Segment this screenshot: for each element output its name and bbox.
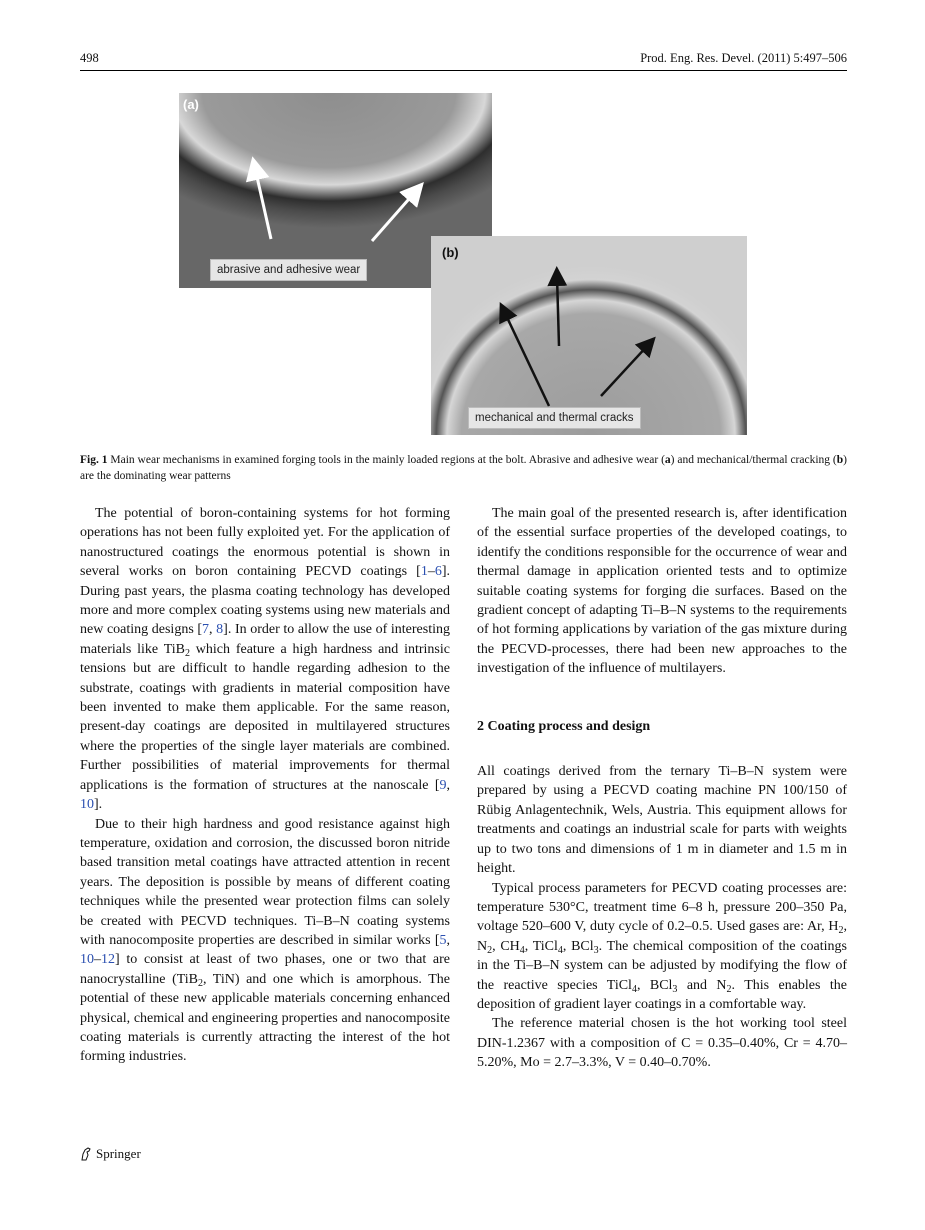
text: and N [677, 977, 727, 993]
arrow-left [255, 168, 271, 239]
figure-label: Fig. 1 [80, 454, 108, 466]
text: , [446, 777, 450, 793]
subscript: 4 [557, 944, 563, 956]
left-column [80, 504, 450, 1067]
text: The potential of boron-containing systems for hot forming operations has not been fully exploited yet. For the application of nanostructured coatings the enormous potential is shown in several works on boron containing PECVD coatings [ [80, 506, 450, 580]
arrow-right [601, 344, 649, 396]
arrow-middle [557, 276, 559, 346]
right-column [477, 504, 847, 1073]
arrow-left [504, 311, 549, 406]
citation-link[interactable]: 9 [439, 777, 447, 793]
subscript: 4 [519, 944, 525, 956]
panel-a-label: abrasive and adhesive wear [210, 259, 367, 281]
subscript: 2 [184, 647, 190, 659]
caption-text: ) are the dominating wear patterns [80, 454, 847, 482]
text: . This enables the deposition of gradient layer coatings in a comfortable way. [477, 977, 847, 1012]
text: ]. [94, 797, 103, 813]
text: , [446, 932, 450, 948]
caption-ref-b: b [836, 454, 844, 466]
citation-link[interactable]: 12 [101, 952, 115, 968]
citation-link[interactable]: 6 [434, 564, 442, 580]
journal-citation: Prod. Eng. Res. Devel. (2011) 5:497–506 [640, 51, 847, 65]
text: Due to their high hardness and good resistance against high temperature, oxidation and corrosion, the discussed boron nitride based transition metal coatings have attracted attention in recent years. The deposition is possible by means of different coating techniques while the presented wear protection films can solely be created with PECVD techniques. Ti–B–N coating systems with nanocomposite properties are described in similar works [ [80, 816, 450, 948]
subscript: 4 [631, 983, 637, 995]
panel-b-label: mechanical and thermal cracks [468, 407, 641, 429]
page-number: 498 [80, 51, 99, 65]
citation-link[interactable]: 10 [80, 952, 94, 968]
caption-ref-a: a [664, 454, 671, 466]
text: , TiN) and one which is amorphous. The potential of these new applicable materials concerning enhanced physical, chemical and engineering properties and nanocomposite coating materials is currently attracting the interest of the hot forming industries. [80, 971, 450, 1065]
section-heading: 2 Coating process and design [477, 718, 651, 734]
text: which feature a high hardness and intrinsic tensions but are difficult to handle regarding adhesion to the substrate, coatings with gradients in material composition have been invented to make them applicable. For the same reason, present-day coatings are deposited in multilayered structures where the properties of the single layer materials are combined. Further possibilities of material improvements for thermal applications is the formation of structures at the nanoscale [ [80, 641, 450, 793]
paragraph: The main goal of the presented research is, after identification of the essential surface properties of the developed coatings, to identify the conditions responsible for the occurrence of wear and thermal damage in application oriented tests and to optimize suitable coating systems for forging die surfaces. Based on the gradient concept of adapting Ti–B–N systems to the requirements of hot forming applications by variation of the gas mixture during the PECVD-processes, there had been new approaches to the investigation of the influence of multilayers. [477, 506, 847, 677]
citation-link[interactable]: 8 [216, 622, 224, 638]
text: , [209, 622, 217, 638]
paragraph: All coatings derived from the ternary Ti–B–N system were prepared by using a PECVD coating machine PN 100/150 of Rübig Anlagentechnik, Wels, Austria. This equipment allows for treatments and coatings an industrial scale for parts with weights up to two tons and dimensions of 1 m in diameter and 1.5 m in height. [477, 764, 847, 877]
text: , N [477, 919, 847, 954]
citation-link[interactable]: 1 [420, 564, 428, 580]
citation-link[interactable]: 5 [439, 932, 447, 948]
figure-caption [80, 452, 847, 484]
header-rule [80, 70, 847, 71]
subscript: 2 [726, 983, 732, 995]
text: . The chemical composition of the coatings in the Ti–B–N system can be adjusted by modifying the flow of the reactive species TiCl [477, 938, 847, 993]
page-footer [80, 1146, 141, 1162]
caption-text: ) and mechanical/thermal cracking ( [670, 454, 837, 466]
subscript: 3 [672, 983, 678, 995]
paragraph [80, 815, 450, 1067]
caption-text: Main wear mechanisms in examined forging tools in the mainly loaded regions at the bolt. Abrasive and adhesive wear ( [107, 454, 665, 466]
figure-1b-photo [431, 236, 747, 435]
text: ]. During past years, the plasma coating technology has developed more and more complex coating systems using new materials and new coating designs [ [80, 564, 450, 638]
springer-horse-icon [80, 1147, 92, 1161]
text: ] to consist at least of two phases, one or two that are nanocrystalline (TiB [80, 952, 450, 987]
text: – [427, 564, 435, 580]
text: , TiCl [524, 938, 558, 954]
text: , CH [492, 938, 520, 954]
subscript: 2 [487, 944, 493, 956]
subscript: 2 [198, 977, 204, 989]
text: – [94, 952, 101, 968]
publisher-name: Springer [96, 1146, 141, 1161]
arrow-right [372, 191, 416, 241]
paragraph [80, 504, 450, 815]
subscript: 2 [838, 925, 844, 937]
text: , BCl [562, 938, 594, 954]
text: ]. In order to allow the use of interesting materials like TiB [80, 622, 450, 657]
paragraph: The reference material chosen is the hot working tool steel DIN-1.2367 with a composition of C = 0.35–0.40%, Cr = 4.70–5.20%, Mo = 2.7–3.3%, V = 0.40–0.70%. [477, 1016, 847, 1071]
paragraph [477, 879, 847, 1015]
text: , BCl [636, 977, 673, 993]
citation-link[interactable]: 7 [202, 622, 210, 638]
panel-a-letter: (a) [183, 97, 199, 112]
text: Typical process parameters for PECVD coating processes are: temperature 530°C, treatment time 6–8 h, pressure 200–350 Pa, voltage 520–600 V, duty cycle of 0.2–0.5. Used gases are: Ar, H [477, 880, 847, 935]
citation-link[interactable]: 10 [80, 797, 94, 813]
subscript: 3 [593, 944, 599, 956]
crack-arrows-b [431, 236, 747, 435]
panel-b-letter: (b) [442, 245, 459, 260]
